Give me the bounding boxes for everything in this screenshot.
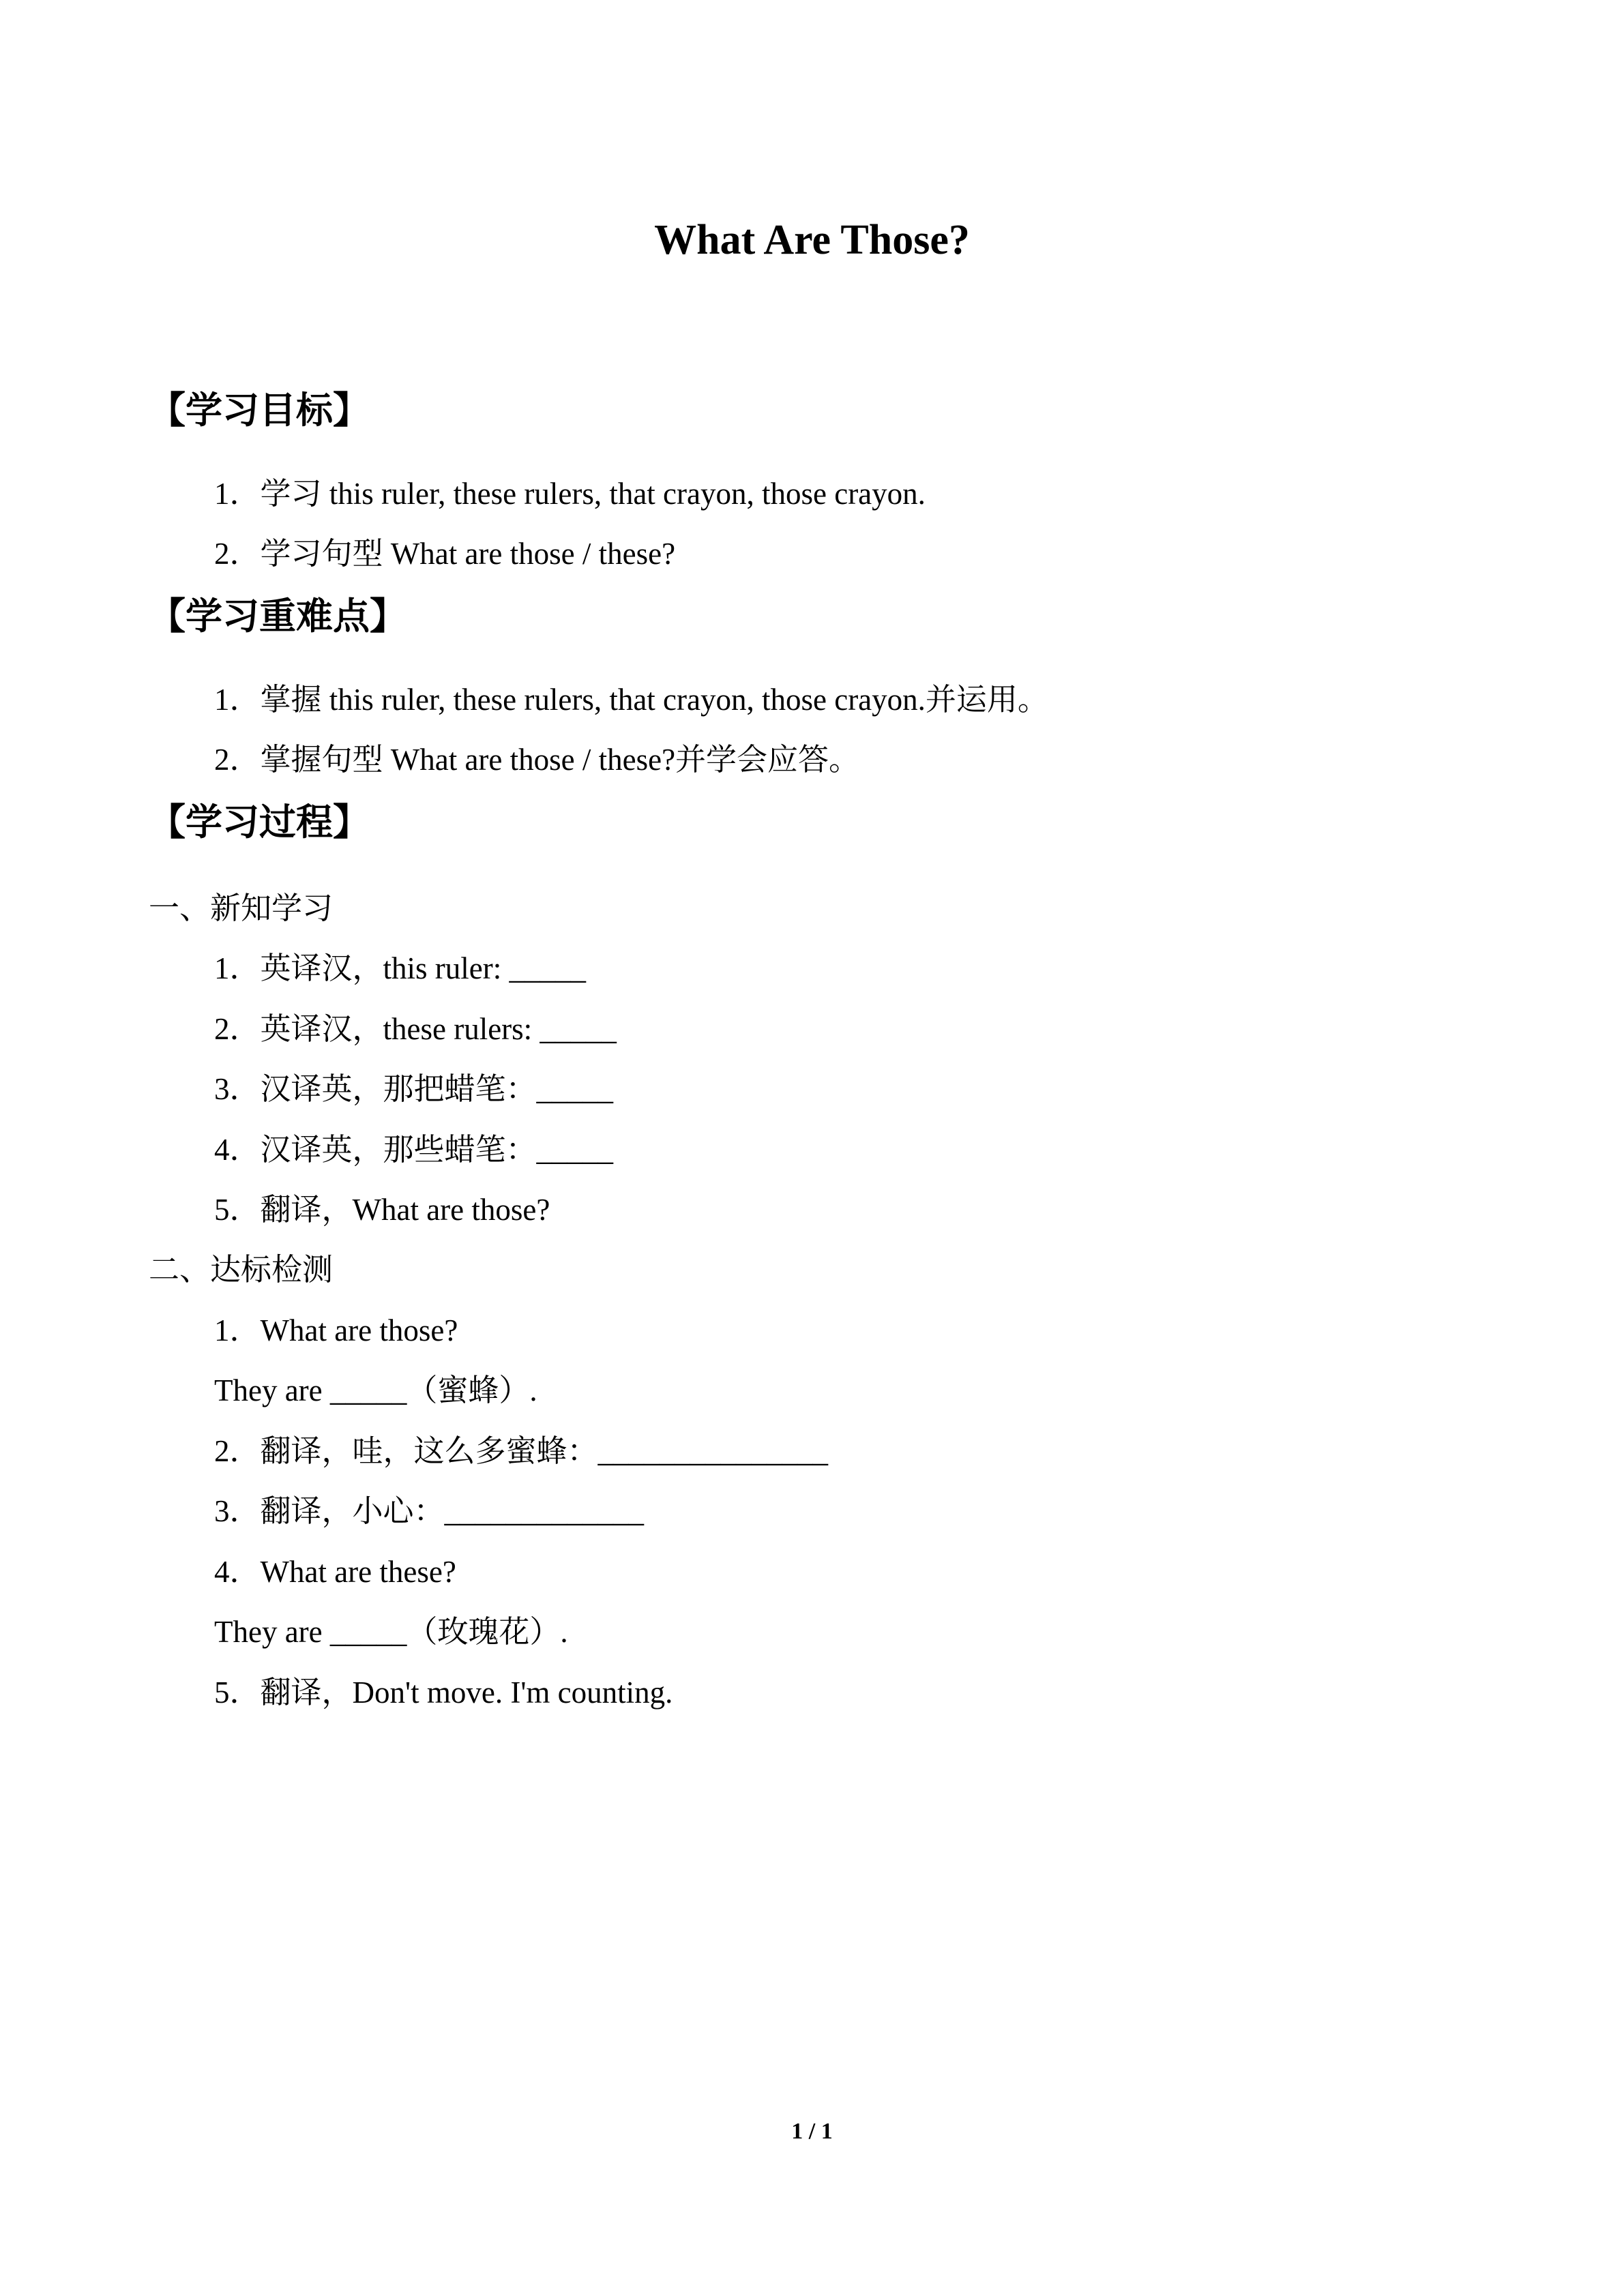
goal-item-2: 2．学习句型 What are those / these? — [214, 537, 676, 571]
exercise-item: 4．汉译英，那些蜡笔：_____ — [214, 1133, 614, 1167]
key-point-item-1: 1．掌握 this ruler, these rulers, that crayon, those crayon.并运用。 — [214, 683, 1048, 717]
goal-item-1: 1．学习 this ruler, these rulers, that crayon, those crayon. — [214, 477, 926, 511]
exercise-item: 1．英译汉，this ruler: _____ — [214, 951, 586, 985]
assessment-item: 1．What are those? — [214, 1313, 458, 1347]
assessment-item: They are _____（玫瑰花）. — [214, 1615, 568, 1649]
exercise-item: 5．翻译，What are those? — [214, 1193, 550, 1227]
part-heading-assessment: 二、达标检测 — [149, 1253, 334, 1287]
section-heading-key-points: 【学习重难点】 — [149, 595, 407, 638]
page-number: 1 / 1 — [791, 2119, 833, 2144]
assessment-item: 5．翻译，Don't move. I'm counting. — [214, 1675, 673, 1710]
section-heading-goals: 【学习目标】 — [149, 389, 370, 432]
exercise-item: 2．英译汉，these rulers: _____ — [214, 1012, 617, 1046]
assessment-item: 3．翻译，小心：_____________ — [214, 1494, 645, 1528]
assessment-item: They are _____（蜜蜂）. — [214, 1373, 537, 1407]
page-title: What Are Those? — [654, 217, 970, 263]
assessment-item: 4．What are these? — [214, 1555, 456, 1589]
section-heading-process: 【学习过程】 — [149, 801, 370, 844]
exercise-item: 3．汉译英，那把蜡笔：_____ — [214, 1072, 614, 1106]
key-point-item-2: 2．掌握句型 What are those / these?并学会应答。 — [214, 743, 860, 777]
part-heading-new-knowledge: 一、新知学习 — [149, 891, 334, 925]
assessment-item: 2．翻译，哇，这么多蜜蜂：_______________ — [214, 1434, 829, 1468]
